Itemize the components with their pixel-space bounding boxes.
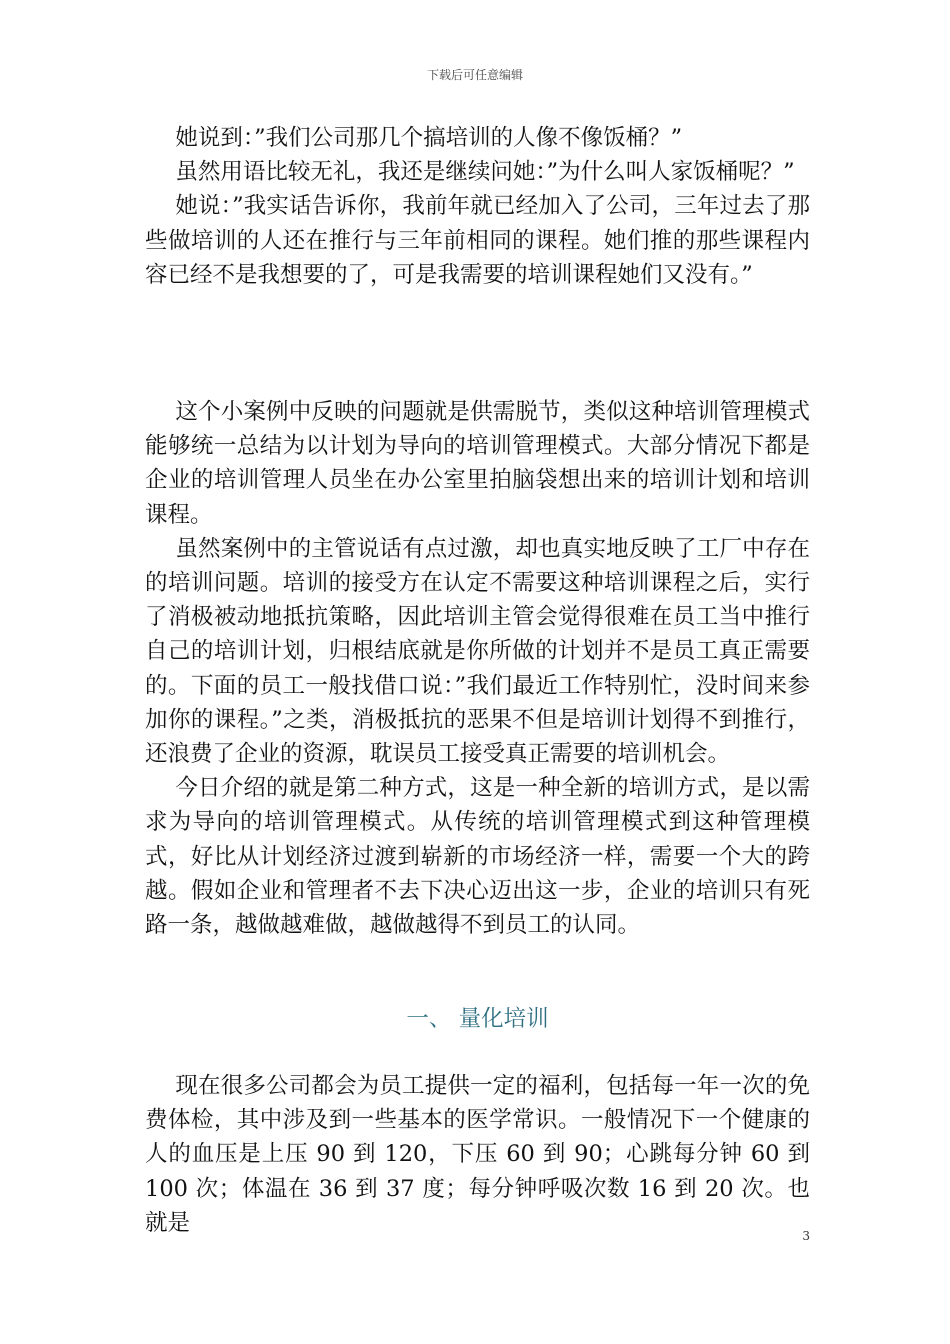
section-heading: 一、 量化培训	[406, 1006, 549, 1032]
paragraph: 她说：”我实话告诉你，我前年就已经加入了公司，三年过去了那些做培训的人还在推行与三年前相同的课程。她们推的那些课程内容已经不是我想要的了，可是我需要的培训课程她们又没有。”	[145, 193, 810, 288]
paragraph: 这个小案例中反映的问题就是供需脱节，类似这种培训管理模式能够统一总结为以计划为导向的培训管理模式。大部分情况下都是企业的培训管理人员坐在办公室里拍脑袋想出来的培训计划和培训课程。	[145, 399, 810, 528]
dialogue-block	[145, 121, 810, 292]
section-body-block	[145, 1069, 810, 1240]
analysis-block	[145, 395, 810, 942]
paragraph: 今日介绍的就是第二种方式，这是一种全新的培训方式，是以需求为导向的培训管理模式。从传统的培训管理模式到这种管理模式，好比从计划经济过渡到崭新的市场经济一样，需要一个大的跨越。假如企业和管理者不去下决心迈出这一步，企业的培训只有死路一条，越做越难做，越做越得不到员工的认同。	[145, 775, 810, 939]
paragraph: 虽然用语比较无礼，我还是继续问她：”为什么叫人家饭桶呢？”	[175, 159, 795, 186]
page-number: 3	[802, 1229, 810, 1243]
paragraph: 她说到：”我们公司那几个搞培训的人像不像饭桶？”	[175, 125, 683, 151]
paragraph: 现在很多公司都会为员工提供一定的福利，包括每一年一次的免费体检，其中涉及到一些基本的医学常识。一般情况下一个健康的人的血压是上压 90 到 120，下压 60 到 90；心跳每分钟 60 到 100 次；体温在 36 到 37 度；每分钟呼吸次数 16 到 20 次。也就是	[145, 1073, 810, 1236]
paragraph: 虽然案例中的主管说话有点过激，却也真实地反映了工厂中存在的培训问题。培训的接受方在认定不需要这种培训课程之后，实行了消极被动地抵抗策略，因此培训主管会觉得很难在员工当中推行自己的培训计划，归根结底就是你所做的计划并不是员工真正需要的。下面的员工一般找借口说：”我们最近工作特别忙，没时间来参加你的课程。”之类，消极抵抗的恶果不但是培训计划得不到推行，还浪费了企业的资源，耽误员工接受真正需要的培训机会。	[145, 535, 810, 768]
page-header: 下载后可任意编辑	[426, 68, 523, 82]
